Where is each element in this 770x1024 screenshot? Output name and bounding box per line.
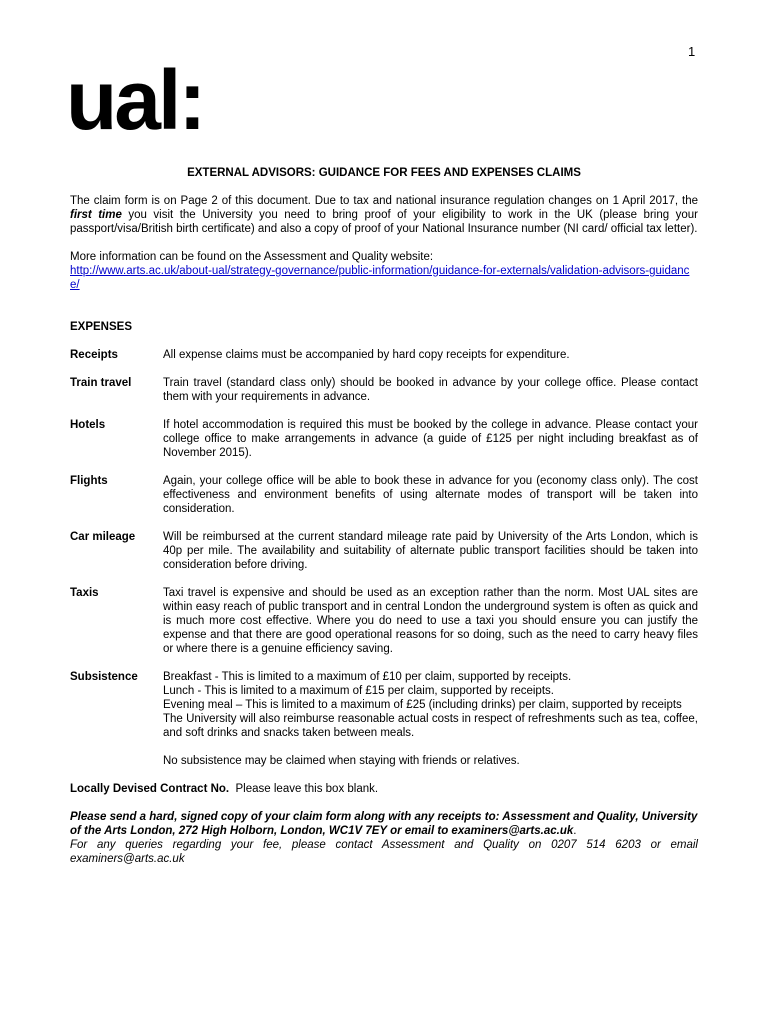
- send-notice-end: .: [573, 825, 577, 837]
- expense-label: Train travel: [70, 377, 132, 389]
- expense-row-hotels: [70, 418, 698, 460]
- document-body: [70, 166, 698, 866]
- subsistence-line: Evening meal – This is limited to a maximum of £25 (including drinks) per claim, supported by receipts: [163, 699, 682, 711]
- expense-row-car-mileage: [70, 530, 698, 572]
- expense-row-subsistence: [70, 670, 698, 768]
- expense-text: Again, your college office will be able to book these in advance for you (economy class only). The cost effectiveness and environment benefits of using alternate modes of transport will be taken into consideration.: [163, 475, 698, 515]
- expense-text: Taxi travel is expensive and should be used as an exception rather than the norm. Most UAL sites are within easy reach of public transport and in central London the underground system is often as quick and is much more cost effective. Where you do need to use a taxi you should ensure you can justify the expense and that there are good operational reasons for so doing, such as the need to carry heavy files or where there is a genuine efficiency saving.: [163, 587, 698, 655]
- expenses-heading: EXPENSES: [70, 321, 132, 333]
- subsistence-line: The University will also reimburse reasonable actual costs in respect of refreshments such as tea, coffee, and soft drinks and snacks taken between meals.: [163, 713, 698, 739]
- queries-text: For any queries regarding your fee, please contact Assessment and Quality on 0207 514 6203 or email examiners@arts.ac.uk: [70, 839, 698, 865]
- expense-label: Flights: [70, 475, 108, 487]
- expense-text: All expense claims must be accompanied by hard copy receipts for expenditure.: [163, 349, 570, 361]
- contract-label: Locally Devised Contract No.: [70, 783, 230, 795]
- contract-line: [70, 782, 698, 796]
- guidance-link[interactable]: http://www.arts.ac.uk/about-ual/strategy-governance/public-information/guidance-for-externals/validation-advisors-guidance/: [70, 265, 690, 291]
- subsistence-note: No subsistence may be claimed when staying with friends or relatives.: [163, 755, 520, 767]
- intro-part1: The claim form is on Page 2 of this document. Due to tax and national insurance regulation changes on 1 April 2017, the: [70, 195, 698, 207]
- more-info-text: More information can be found on the Assessment and Quality website:: [70, 251, 434, 263]
- contract-text: Please leave this box blank.: [235, 783, 379, 795]
- document-title: EXTERNAL ADVISORS: GUIDANCE FOR FEES AND EXPENSES CLAIMS: [187, 167, 581, 179]
- expense-label: Receipts: [70, 349, 118, 361]
- expense-row-taxis: [70, 586, 698, 656]
- expense-label: Hotels: [70, 419, 106, 431]
- expense-row-flights: [70, 474, 698, 516]
- page-number: 1: [688, 44, 696, 59]
- expense-row-receipts: [70, 348, 698, 362]
- subsistence-line: Lunch - This is limited to a maximum of £15 per claim, supported by receipts.: [163, 685, 554, 697]
- intro-part2: you visit the University you need to bring proof of your eligibility to work in the UK (please bring your passport/visa/British birth certificate) and also a copy of proof of your National Insurance number (NI card/ official tax letter).: [70, 209, 698, 235]
- subsistence-text: [163, 670, 698, 768]
- expense-label: Taxis: [70, 587, 99, 599]
- expense-label: Car mileage: [70, 531, 136, 543]
- intro-emphasis: first time: [70, 209, 122, 221]
- expense-label: Subsistence: [70, 671, 138, 683]
- send-notice: Please send a hard, signed copy of your claim form along with any receipts to: Assessment and Quality, University of the Arts London, 272 High Holborn, London, WC1V 7EY or email to examiners@arts.ac.uk: [70, 811, 698, 837]
- expense-text: Will be reimbursed at the current standard mileage rate paid by University of the Arts London, which is 40p per mile. The availability and suitability of alternate public transport facilities should be taken into consideration before driving.: [163, 531, 698, 571]
- expense-text: If hotel accommodation is required this must be booked by the college in advance. Please contact your college office to make arrangements in advance (a guide of £125 per night including breakfast as of November 2015).: [163, 419, 698, 459]
- send-paragraph: [70, 810, 698, 838]
- subsistence-line: Breakfast - This is limited to a maximum of £10 per claim, supported by receipts.: [163, 671, 572, 683]
- expense-row-train-travel: [70, 376, 698, 404]
- ual-logo: ual:: [66, 53, 204, 147]
- expense-text: Train travel (standard class only) should be booked in advance by your college office. Please contact them with your requirements in advance.: [163, 377, 698, 403]
- intro-paragraph: [70, 194, 698, 236]
